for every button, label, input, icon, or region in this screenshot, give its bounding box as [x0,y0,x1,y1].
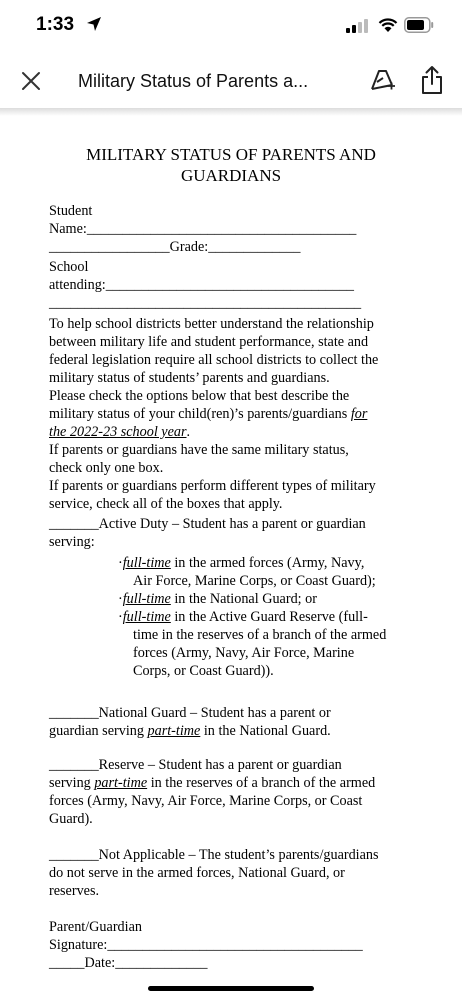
national-guard-desc [49,722,331,740]
document-title: Military Status of Parents a... [78,71,309,91]
paragraph-line: To help school districts better understand the relationship [49,316,374,332]
not-applicable-desc: reserves. [49,883,100,899]
bullet-text: in the National Guard; or [170,591,317,607]
paragraph-line: Please check the options below that best describe the [49,388,350,404]
paragraph-line: If parents or guardians have the same military status, [49,442,349,458]
school-blank-line: ____________________________________________ [49,295,362,311]
doc-title-line-2: GUARDIANS [180,166,282,185]
reserve-desc: Guard). [49,811,93,827]
reserve-option: _______Reserve – Student has a parent or guardian [49,757,342,773]
paragraph-line: check only one box. [49,460,164,476]
student-name-field: Name:______________________________________ [49,221,357,237]
reserve-desc [49,774,375,792]
grade-field: _________________Grade:_____________ [49,239,301,255]
battery-icon [404,17,434,33]
paragraph-line [49,423,190,441]
full-time-emphasis: full-time [122,609,171,625]
paragraph-text: military status of your child(ren)’s parents/guardians [49,406,351,422]
nav-bar [0,56,462,108]
desc-text: in the National Guard. [200,723,331,739]
status-bar [0,0,462,50]
school-attending-field: attending:___________________________________ [49,277,355,293]
doc-title-line-1: MILITARY STATUS OF PARENTS AND [86,145,376,164]
paragraph-line: service, check all of the boxes that apply. [49,496,283,512]
bullet-text: in the Active Guard Reserve (full- [170,609,368,625]
paragraph-line: between military life and student performance, state and [49,334,369,350]
bullet-item-cont: time in the reserves of a branch of the armed [133,627,387,643]
date-field: _____Date:_____________ [49,955,208,971]
nav-divider [0,108,462,116]
paragraph-line: If parents or guardians perform different types of military [49,478,376,494]
active-duty-option: _______Active Duty – Student has a parent or guardian [49,516,366,532]
active-duty-serving: serving: [49,534,95,550]
part-time-emphasis: part-time [147,723,201,739]
status-time: 1:33 [36,14,75,35]
share-icon[interactable] [420,65,444,95]
not-applicable-option: _______Not Applicable – The student’s parents/guardians [49,847,379,863]
bullet-item: ·full-time in the National Guard; or [118,591,317,607]
markup-pen-icon[interactable] [368,66,396,94]
parent-guardian-label: Parent/Guardian [49,919,142,935]
reserve-desc: forces (Army, Navy, Air Force, Marine Corps, or Coast [49,793,363,809]
bullet-item-cont: forces (Army, Navy, Air Force, Marine [133,645,355,661]
part-time-emphasis: part-time [94,775,148,791]
close-icon[interactable] [18,68,44,94]
home-indicator[interactable] [148,986,314,991]
paragraph-line: military status of students’ parents and guardians. [49,370,330,386]
desc-text: guardian serving [49,723,148,739]
pdf-document [0,118,462,1000]
full-time-emphasis: full-time [122,555,171,571]
school-label: School [49,259,89,275]
wifi-icon [378,17,398,33]
bullet-item-cont: Air Force, Marine Corps, or Coast Guard); [133,573,376,589]
not-applicable-desc: do not serve in the armed forces, National Guard, or [49,865,345,881]
desc-text: serving [49,775,95,791]
national-guard-option: _______National Guard – Student has a parent or [49,705,331,721]
paragraph-line: federal legislation require all school districts to collect the [49,352,379,368]
paragraph-line [49,405,367,423]
bullet-item-cont: Corps, or Coast Guard)). [133,663,274,679]
bullet-item: ·full-time in the Active Guard Reserve (full- [118,609,368,625]
paragraph-text: . [186,424,191,440]
cellular-signal-icon [346,19,372,33]
student-label: Student [49,203,93,219]
signature-field: Signature:____________________________________ [49,937,363,953]
bullet-item: ·full-time in the armed forces (Army, Navy, [118,555,365,571]
bullet-text: in the armed forces (Army, Navy, [170,555,365,571]
school-year-emphasis: the 2022-23 school year [49,424,187,440]
school-year-emphasis: for [350,406,368,422]
full-time-emphasis: full-time [122,591,171,607]
desc-text: in the reserves of a branch of the armed [147,775,376,791]
location-arrow-icon [86,16,102,32]
